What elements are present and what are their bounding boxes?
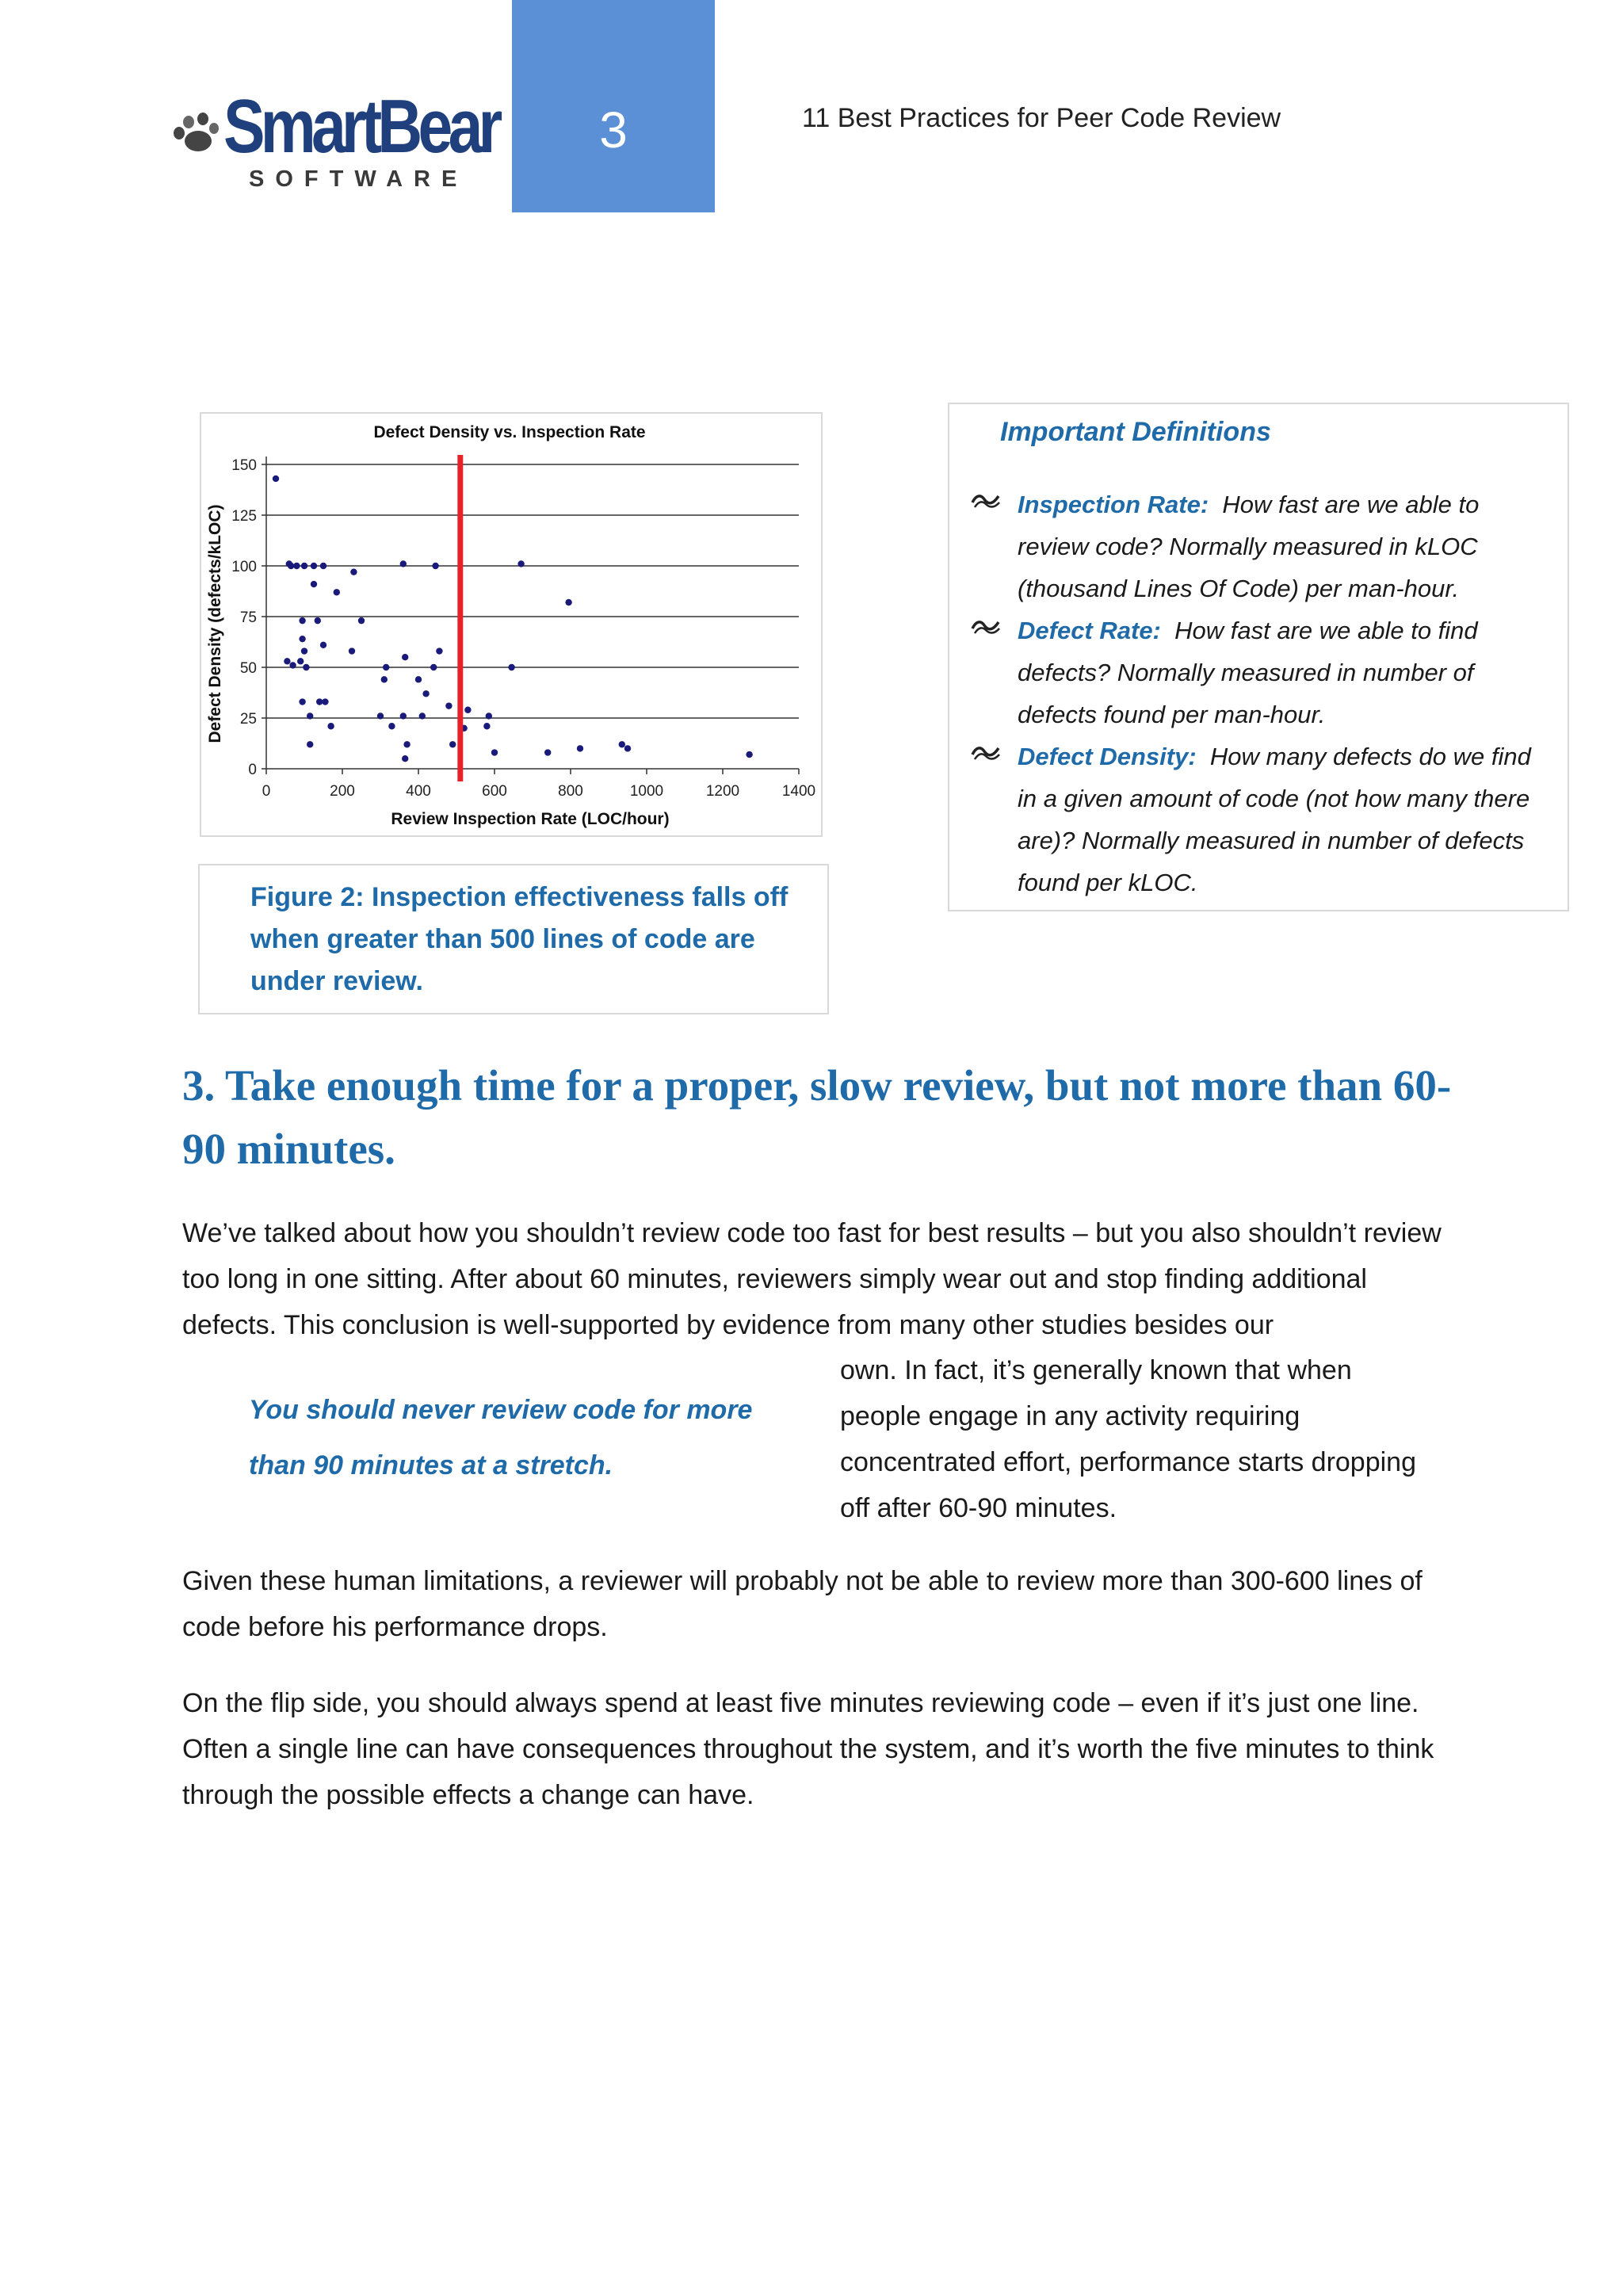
data-point [350,568,357,575]
data-point [388,723,395,729]
data-point [307,741,313,747]
data-point [415,676,422,682]
chart-xlabel: Review Inspection Rate (LOC/hour) [391,810,670,828]
logo-subtext: SOFTWARE [249,166,468,192]
definition-item [970,735,1556,904]
y-tick-label: 25 [239,711,257,728]
data-point [320,642,327,648]
data-point [311,563,317,569]
data-point [301,648,307,654]
data-point [746,751,752,758]
document-title: 11 Best Practices for Peer Code Review [802,103,1281,133]
data-point [402,654,408,660]
x-tick-label: 1000 [629,783,664,800]
definition-item [970,483,1556,609]
data-point [432,563,438,569]
data-point [430,664,437,670]
wavy-bullet-icon [970,740,1002,764]
paw-icon [168,109,220,162]
figure-caption: Figure 2: Inspection effectiveness falls off when greater than 500 lines of code are under review. [250,882,789,996]
data-point [293,563,300,569]
data-point [491,749,498,755]
definition-term: Defect Rate: [1018,617,1161,644]
definitions-title: Important Definitions [1000,417,1271,447]
data-point [307,712,313,719]
data-point [288,563,294,569]
data-point [400,560,407,567]
chart-frame [200,412,823,837]
logo-wordmark: SmartBear [223,84,498,169]
data-point [565,599,571,606]
x-tick-label: 800 [558,783,583,800]
definition-text: How many defects do we find in a given amount of code (not how many there are)? Normally measured in number of defects found per kLOC. [1018,743,1531,896]
paragraph: Given these human limitations, a reviewer will probably not be able to review more than 300-600 lines of code before his performance drops. [182,1566,1423,1642]
data-point [358,617,365,624]
data-point [315,617,321,624]
data-point [299,636,305,642]
definition-text: How fast are we able to find defects? Normally measured in number of defects found per man-hour. [1018,617,1478,728]
data-point [377,712,384,719]
page-number-box [512,0,715,212]
data-point [284,658,290,664]
definition-text: How fast are we able to review code? Normally measured in kLOC (thousand Lines Of Code) per man-hour. [1018,491,1480,602]
data-point [419,712,426,719]
data-point [436,648,442,654]
data-point [508,664,514,670]
definitions-box [948,403,1569,911]
wavy-bullet-icon [970,614,1002,638]
data-point [619,741,625,747]
data-point [381,676,388,682]
data-point [483,723,490,729]
y-tick-label: 100 [231,559,257,575]
section-heading: 3. Take enough time for a proper, slow review, but not more than 60-90 minutes. [182,1061,1452,1173]
figure-caption-box [198,864,829,1014]
data-point [316,698,323,705]
x-tick-label: 200 [330,783,355,800]
data-point [464,707,471,713]
data-point [400,712,407,719]
data-point [334,589,340,595]
pull-quote: You should never review code for more than 90 minutes at a stretch. [249,1395,753,1480]
y-tick-label: 150 [231,457,257,474]
paragraph: We’ve talked about how you shouldn’t review code too fast for best results – but you also shouldn’t review too long in one sitting. After about 60 minutes, reviewers simply wear out and stop finding additional defects. This conclusion is well-supported by evidence from many other studies besides our [182,1218,1442,1340]
data-point [299,698,305,705]
y-tick-label: 0 [248,762,257,778]
definition-item [970,609,1556,735]
data-point [311,581,317,587]
data-point [402,755,408,762]
data-point [303,664,309,670]
data-point [445,702,452,709]
data-point [624,745,631,751]
x-tick-label: 1400 [781,783,816,800]
data-point [299,617,305,624]
data-point [403,741,410,747]
paragraph-continued: own. In fact, it’s generally known that when people engage in any activity requiring concentrated effort, performance starts dropping off after 60-90 minutes. [840,1355,1416,1523]
y-tick-label: 75 [239,609,257,626]
data-point [486,712,492,719]
data-point [449,741,456,747]
paragraph: On the flip side, you should always spend at least five minutes reviewing code – even if it’s just one line. Often a single line can have consequences throughout the system, and it’s worth the five minutes to think through the possible effects a change can have. [182,1688,1434,1810]
x-tick-label: 400 [406,783,431,800]
definition-term: Defect Density: [1018,743,1197,770]
x-tick-label: 0 [262,783,271,800]
chart-title: Defect Density vs. Inspection Rate [373,423,646,441]
data-point [273,476,279,482]
data-point [322,698,328,705]
definition-term: Inspection Rate: [1018,491,1209,518]
data-point [517,560,524,567]
data-point [422,690,429,697]
data-point [327,723,334,729]
scatter-chart [201,414,821,835]
data-point [320,563,327,569]
smartbear-logo [168,84,498,198]
data-point [577,745,583,751]
data-point [544,749,551,755]
data-point [383,664,389,670]
data-point [301,563,307,569]
definitions-list [970,483,1556,904]
page-number: 3 [599,101,628,159]
y-tick-label: 125 [231,508,257,525]
data-point [297,658,304,664]
x-tick-label: 600 [482,783,507,800]
y-tick-label: 50 [239,660,257,677]
data-point [289,662,296,668]
wavy-bullet-icon [970,488,1002,512]
x-tick-label: 1200 [705,783,740,800]
chart-ylabel: Defect Density (defects/kLOC) [206,504,224,743]
data-point [349,648,355,654]
